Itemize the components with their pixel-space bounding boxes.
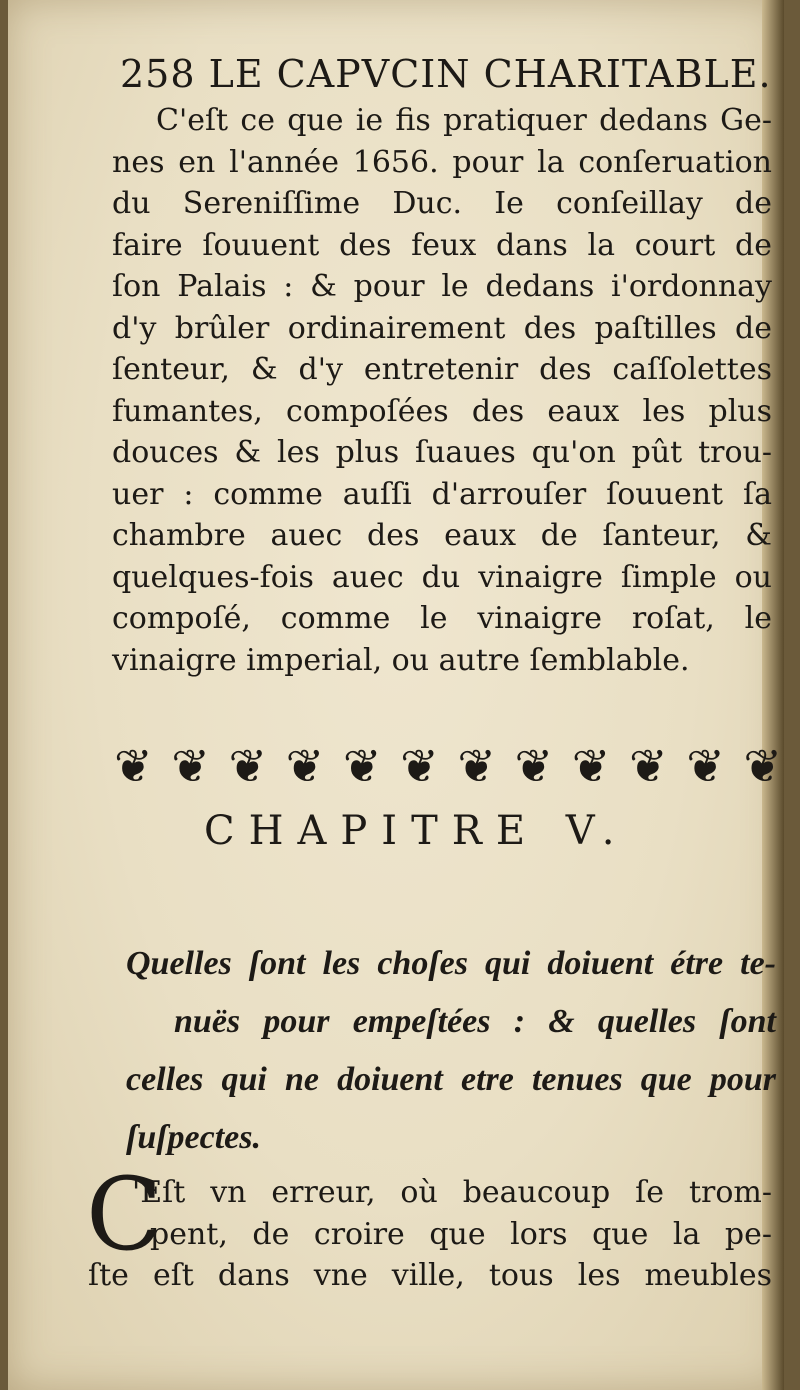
subtitle-line: Quelles ſont les choſes qui doiuent étre te- (126, 945, 776, 982)
text-line: nes en l'année 1656. pour la conſeruation (112, 144, 772, 180)
fleuron-icon: ❦ (228, 739, 267, 793)
book-page (8, 0, 784, 1390)
text-line: 'Eſt vn erreur, où beaucoup ſe trom- (132, 1175, 772, 1210)
running-head: 258 LE CAPVCIN CHARITABLE. (120, 52, 772, 96)
paragraph-2 (88, 1172, 772, 1297)
chapter-subtitle (126, 935, 776, 1167)
ornament-band (114, 735, 782, 797)
chapter-heading: CHAPITRE V. (204, 808, 629, 854)
subtitle-line: ſuſpectes. (126, 1119, 262, 1156)
fleuron-icon: ❦ (743, 739, 782, 793)
text-line: uer : comme auſſi d'arrouſer ſouuent ſa (112, 476, 772, 512)
text-line: faire ſouuent des feux dans la court de (112, 227, 772, 263)
paragraph-1 (112, 100, 772, 681)
text-line: d'y brûler ordinairement des paſtilles de (112, 310, 772, 346)
text-line: ſenteur, & d'y entretenir des caſſolettes (112, 352, 772, 387)
text-line: pent, de croire que lors que la pe- (150, 1216, 772, 1252)
text-line: ſte eſt dans vne ville, tous les meubles (88, 1258, 772, 1293)
fleuron-icon: ❦ (285, 739, 325, 793)
text-line: ſon Palais : & pour le dedans i'ordonnay (112, 269, 772, 304)
text-line: fumantes, compoſées des eaux les plus (112, 393, 772, 429)
text-line: chambre auec des eaux de ſanteur, & (112, 518, 772, 553)
text-line: du Sereniſſime Duc. Ie conſeillay de (112, 186, 772, 221)
subtitle-line: celles qui ne doiuent etre tenues que pour (126, 1061, 776, 1098)
fleuron-icon: ❦ (400, 739, 439, 793)
fleuron-icon: ❦ (571, 739, 611, 793)
fleuron-icon: ❦ (114, 739, 153, 793)
text-line: quelques-fois auec du vinaigre ſimple ou (112, 559, 772, 595)
fleuron-icon: ❦ (514, 739, 554, 793)
text-line: C'eſt ce que ie fis pratiquer dedans Ge- (156, 103, 772, 138)
text-line: compoſé, comme le vinaigre roſat, le (112, 601, 772, 636)
fleuron-icon: ❦ (171, 739, 210, 793)
text-line: vinaigre imperial, ou autre ſemblable. (112, 642, 690, 678)
fleuron-icon: ❦ (457, 739, 496, 793)
fleuron-icon: ❦ (686, 739, 725, 793)
drop-cap: C (86, 1156, 163, 1273)
fleuron-icon: ❦ (628, 739, 668, 793)
fleuron-icon: ❦ (342, 739, 382, 793)
text-line: douces & les plus ſuaues qu'on pût trou- (112, 435, 772, 470)
subtitle-line: nuës pour empeſtées : & quelles ſont (174, 1003, 776, 1040)
